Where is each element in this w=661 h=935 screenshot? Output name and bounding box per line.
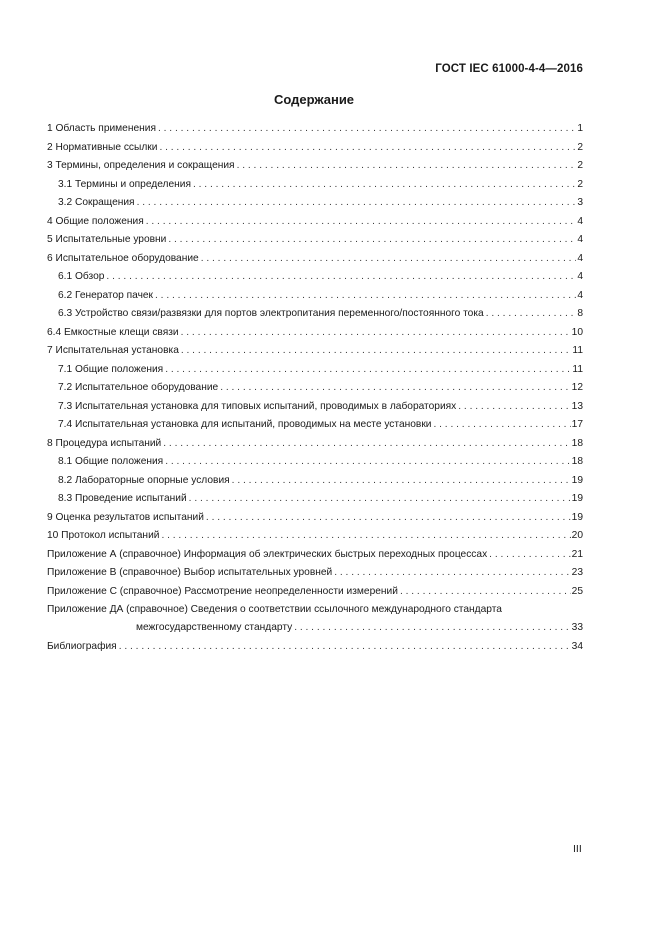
toc-entry-3-1[interactable] (47, 176, 583, 195)
toc-entry-label: Приложение С (справочное) Рассмотрение неопределенности измерений (47, 585, 398, 597)
toc-entry-label: 6.2 Генератор пачек (58, 289, 153, 301)
toc-leader-dots (206, 509, 571, 528)
toc-page-number: 11 (572, 363, 583, 375)
toc-entry-label: 8.2 Лабораторные опорные условия (58, 474, 230, 486)
toc-page-number: 4 (577, 234, 583, 245)
toc-leader-dots (163, 435, 570, 454)
toc-leader-dots (486, 305, 577, 324)
page-title: Содержание (273, 92, 355, 107)
toc-entry-6-1[interactable] (47, 268, 583, 287)
toc-page-number: 4 (577, 271, 583, 282)
toc-entry-label: 7 Испытательная установка (47, 345, 179, 356)
toc-entry-6-3[interactable] (47, 305, 583, 324)
toc-leader-dots (400, 583, 571, 602)
toc-entry-label: 9 Оценка результатов испытаний (47, 511, 204, 523)
toc-entry-1[interactable] (47, 120, 583, 139)
toc-leader-dots (155, 287, 576, 306)
toc-entry-7-4[interactable] (47, 416, 583, 435)
toc-page-number: 4 (577, 289, 583, 301)
toc-page-number: 19 (571, 493, 583, 504)
toc-page-number: 1 (577, 123, 583, 134)
toc-entry-label: 6.1 Обзор (58, 271, 105, 282)
toc-entry-annex-da[interactable] (47, 601, 583, 619)
toc-page-number: 23 (571, 567, 583, 578)
toc-page-number: 3 (577, 197, 583, 208)
toc-page-number: 34 (571, 640, 583, 652)
toc-leader-dots (181, 324, 571, 343)
toc-leader-dots (181, 342, 572, 361)
toc-entry-label: 6.3 Устройство связи/развязки для портов электропитания переменного/постоянного тока (58, 308, 484, 319)
toc-page-number: 33 (571, 622, 583, 633)
toc-leader-dots (159, 139, 576, 158)
toc-entry-6-4[interactable] (47, 324, 583, 343)
toc-page-number: 2 (577, 160, 583, 171)
toc-entry-label: 7.3 Испытательная установка для типовых испытаний, проводимых в лабораториях (58, 400, 457, 412)
toc-entry-label: Приложение В (справочное) Выбор испытательных уровней (47, 567, 333, 578)
toc-page-number: 13 (571, 400, 583, 412)
toc-page-number: 18 (571, 437, 583, 449)
toc-page-number: 21 (571, 548, 583, 560)
toc-entry-4[interactable] (47, 213, 583, 232)
table-of-contents (47, 120, 583, 656)
toc-page-number: 19 (571, 474, 583, 486)
toc-page-number: 2 (577, 178, 583, 190)
toc-entry-label: 3 Термины, определения и сокращения (47, 160, 235, 171)
toc-entry-label: Библиография (47, 640, 117, 652)
toc-entry-8-1[interactable] (47, 453, 583, 472)
toc-page-number: 8 (577, 308, 583, 319)
toc-page-number: 11 (572, 345, 583, 356)
toc-entry-10[interactable] (47, 527, 583, 546)
toc-entry-annex-da-cont[interactable] (47, 619, 583, 638)
toc-entry-annex-b[interactable] (47, 564, 583, 583)
toc-leader-dots (294, 619, 570, 638)
toc-entry-label: 8.1 Общие положения (58, 456, 164, 467)
toc-leader-dots (161, 527, 570, 546)
toc-leader-dots (237, 157, 577, 176)
toc-leader-dots (193, 176, 576, 195)
toc-page-number: 20 (571, 530, 583, 541)
toc-leader-dots (119, 638, 571, 657)
toc-page-number: 18 (571, 456, 583, 467)
document-header: ГОСТ IEC 61000-4-4—2016 (435, 63, 583, 75)
toc-leader-dots (137, 194, 577, 213)
toc-leader-dots (106, 268, 576, 287)
toc-entry-annex-c[interactable] (47, 583, 583, 602)
toc-page-number: 10 (571, 326, 583, 338)
toc-leader-dots (146, 213, 577, 232)
toc-entry-label: 6.4 Емкостные клещи связи (47, 326, 179, 338)
toc-entry-3-2[interactable] (47, 194, 583, 213)
toc-leader-dots (220, 379, 570, 398)
toc-leader-dots (489, 546, 570, 565)
page-folio: III (573, 843, 582, 855)
toc-entry-label: 2 Нормативные ссылки (47, 141, 158, 153)
toc-leader-dots (201, 250, 577, 269)
toc-entry-3[interactable] (47, 157, 583, 176)
toc-entry-7-3[interactable] (47, 398, 583, 417)
toc-entry-8-2[interactable] (47, 472, 583, 491)
toc-page-number: 4 (577, 252, 583, 264)
toc-entry-2[interactable] (47, 139, 583, 158)
toc-leader-dots (458, 398, 570, 417)
toc-entry-5[interactable] (47, 231, 583, 250)
toc-entry-8[interactable] (47, 435, 583, 454)
toc-entry-label: 1 Область применения (47, 123, 156, 134)
toc-entry-7[interactable] (47, 342, 583, 361)
toc-leader-dots (168, 231, 576, 250)
toc-entry-label: 4 Общие положения (47, 215, 144, 227)
toc-leader-dots (334, 564, 570, 583)
toc-page-number: 12 (571, 382, 583, 393)
toc-leader-dots (232, 472, 571, 491)
toc-entry-label: 7.2 Испытательное оборудование (58, 382, 219, 393)
toc-page-number: 2 (577, 141, 583, 153)
toc-entry-label: 3.2 Сокращения (58, 197, 135, 208)
toc-leader-dots (165, 453, 570, 472)
toc-entry-label: Приложение ДА (справочное) Сведения о соответствии ссылочного международного стандарта (47, 604, 502, 615)
toc-entry-label: 5 Испытательные уровни (47, 234, 167, 245)
toc-entry-label-continuation: межгосударственному стандарту (136, 622, 293, 633)
toc-entry-label: 8 Процедура испытаний (47, 437, 162, 449)
toc-page-number: 19 (571, 511, 583, 523)
toc-entry-9[interactable] (47, 509, 583, 528)
toc-entry-annex-a[interactable] (47, 546, 583, 565)
toc-entry-7-1[interactable] (47, 361, 583, 380)
toc-entry-6-2[interactable] (47, 287, 583, 306)
toc-entry-7-2[interactable] (47, 379, 583, 398)
toc-entry-label: 7.4 Испытательная установка для испытаний, проводимых на месте установки (58, 419, 432, 430)
toc-leader-dots (433, 416, 570, 435)
toc-leader-dots (158, 120, 576, 139)
toc-entry-8-3[interactable] (47, 490, 583, 509)
toc-leader-dots (189, 490, 571, 509)
toc-page-number: 25 (571, 585, 583, 597)
toc-entry-label: 6 Испытательное оборудование (47, 252, 199, 264)
toc-entry-label: 8.3 Проведение испытаний (58, 493, 187, 504)
toc-page-number: 17 (571, 419, 583, 430)
toc-leader-dots (165, 361, 571, 380)
toc-entry-label: 3.1 Термины и определения (58, 178, 191, 190)
toc-entry-bibliography[interactable] (47, 638, 583, 657)
toc-entry-6[interactable] (47, 250, 583, 269)
toc-entry-label: 10 Протокол испытаний (47, 530, 160, 541)
toc-entry-label: 7.1 Общие положения (58, 363, 164, 375)
toc-entry-label: Приложение А (справочное) Информация об электрических быстрых переходных процессах (47, 548, 488, 560)
toc-page-number: 4 (577, 215, 583, 227)
